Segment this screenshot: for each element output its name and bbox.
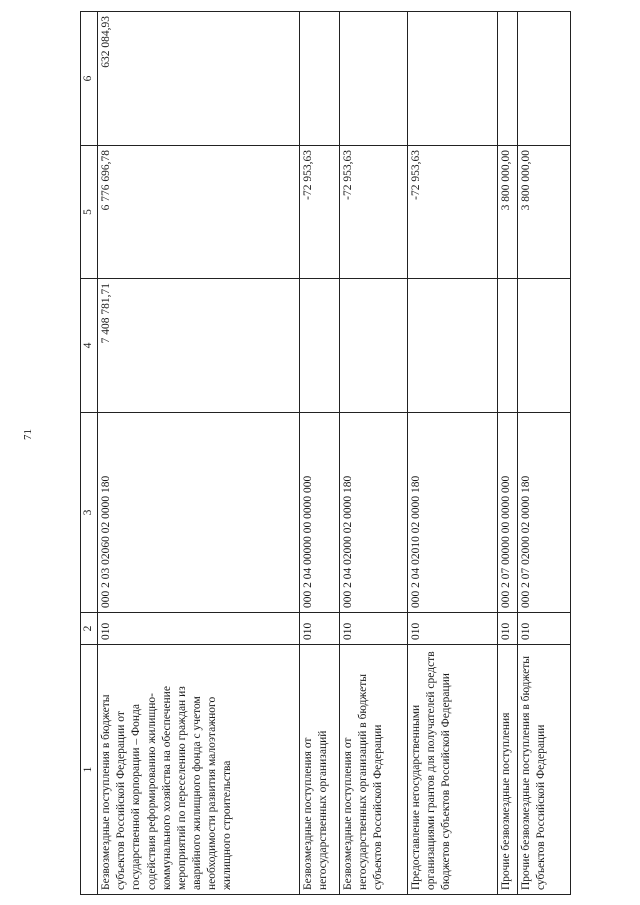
column-header-5: 5 (81, 146, 98, 279)
column-header-3: 3 (81, 413, 98, 613)
amount-col4-cell (498, 279, 518, 413)
budget-table-rotated (80, 12, 625, 895)
budget-code-cell: 000 2 03 02060 02 0000 180 (98, 413, 300, 613)
amount-col4-cell (518, 279, 571, 413)
amount-col5-cell: -72 953,63 (300, 146, 340, 279)
amount-col4-cell (340, 279, 408, 413)
admin-code-cell: 010 (408, 613, 498, 645)
budget-code-cell: 000 2 04 00000 00 0000 000 (300, 413, 340, 613)
table-row (300, 12, 340, 895)
amount-col6-cell (498, 12, 518, 146)
amount-col5-cell: -72 953,63 (408, 146, 498, 279)
amount-col5-cell: -72 953,63 (340, 146, 408, 279)
amount-col5-cell: 6 776 696,78 (98, 146, 300, 279)
amount-col5-cell: 3 800 000,00 (518, 146, 571, 279)
amount-col6-cell (518, 12, 571, 146)
budget-code-cell: 000 2 04 02010 02 0000 180 (408, 413, 498, 613)
page-number: 71 (22, 429, 34, 440)
column-header-4: 4 (81, 279, 98, 413)
table-row (498, 12, 518, 895)
budget-code-cell: 000 2 04 02000 02 0000 180 (340, 413, 408, 613)
table-row (518, 12, 571, 895)
revenue-name-cell: Безвозмездные поступления от негосударственных организаций в бюджеты субъектов Российской Федерации (340, 645, 408, 895)
amount-col4-cell: 7 408 781,71 (98, 279, 300, 413)
column-header-6: 6 (81, 12, 98, 146)
admin-code-cell: 010 (340, 613, 408, 645)
amount-col6-cell: 632 084,93 (98, 12, 300, 146)
revenue-name-cell: Безвозмездные поступления в бюджеты субъектов Российской Федерации от государственной корпорации – Фонда содействия реформированию жилищно-коммунального хозяйства на обеспечение мероприятий по переселению граждан из аварийного жилищного фонда с учетом необходимости развития малоэтажного жилищного строительства (98, 645, 300, 895)
revenue-name-cell: Безвозмездные поступления от негосударственных организаций (300, 645, 340, 895)
admin-code-cell: 010 (300, 613, 340, 645)
amount-col4-cell (300, 279, 340, 413)
amount-col6-cell (340, 12, 408, 146)
revenue-name-cell: Прочие безвозмездные поступления в бюджеты субъектов Российской Федерации (518, 645, 571, 895)
budget-code-cell: 000 2 07 02000 02 0000 180 (518, 413, 571, 613)
amount-col6-cell (408, 12, 498, 146)
budget-code-cell: 000 2 07 00000 00 0000 000 (498, 413, 518, 613)
revenue-name-cell: Прочие безвозмездные поступления (498, 645, 518, 895)
budget-revenue-table (80, 11, 571, 895)
column-header-1: 1 (81, 645, 98, 895)
table-row (340, 12, 408, 895)
table-row (408, 12, 498, 895)
table-row (98, 12, 300, 895)
revenue-name-cell: Предоставление негосударственными организациями грантов для получателей средств бюджетов субъектов Российской Федерации (408, 645, 498, 895)
amount-col6-cell (300, 12, 340, 146)
amount-col5-cell: 3 800 000,00 (498, 146, 518, 279)
admin-code-cell: 010 (98, 613, 300, 645)
admin-code-cell: 010 (498, 613, 518, 645)
amount-col4-cell (408, 279, 498, 413)
admin-code-cell: 010 (518, 613, 571, 645)
column-header-2: 2 (81, 613, 98, 645)
table-header-row (81, 12, 98, 895)
